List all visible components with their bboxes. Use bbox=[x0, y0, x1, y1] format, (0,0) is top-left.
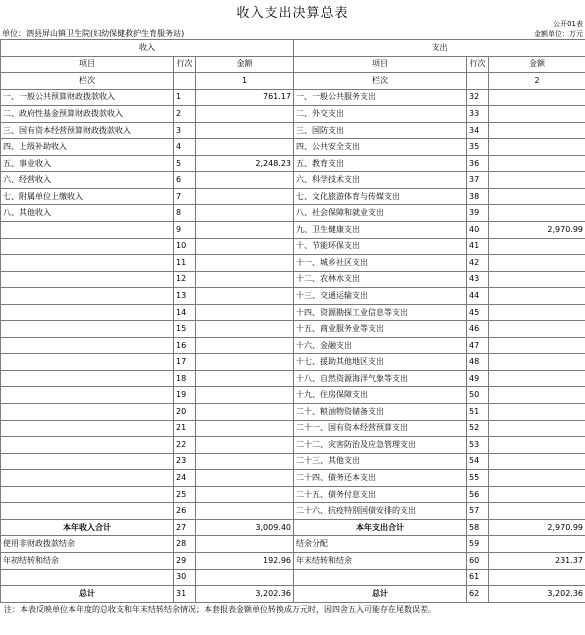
income-amount-cell bbox=[196, 271, 294, 288]
expense-row-no-cell: 34 bbox=[467, 122, 489, 139]
income-item-cell bbox=[1, 486, 174, 503]
expense-row-no-cell: 48 bbox=[467, 354, 489, 371]
income-item-cell bbox=[1, 238, 174, 255]
table-row bbox=[1, 255, 585, 272]
expense-item-cell bbox=[294, 569, 467, 586]
income-amount-cell bbox=[196, 453, 294, 470]
income-item-cell bbox=[1, 470, 174, 487]
income-row-no-cell: 2 bbox=[174, 106, 196, 123]
income-amount-cell bbox=[196, 337, 294, 354]
table-row bbox=[1, 387, 585, 404]
income-row-no-cell: 9 bbox=[174, 222, 196, 239]
expense-amount-cell bbox=[489, 238, 585, 255]
expense-item-cell: 年末结转和结余 bbox=[294, 552, 467, 569]
expense-amount-header: 金额 bbox=[489, 56, 585, 73]
income-amount-cell: 761.17 bbox=[196, 89, 294, 106]
income-amount-cell: 3,202.36 bbox=[196, 586, 294, 603]
table-row bbox=[1, 354, 585, 371]
form-number: 公开01表 bbox=[553, 20, 583, 28]
expense-amount-cell bbox=[489, 536, 585, 553]
income-item-cell: 使用非财政拨款结余 bbox=[1, 536, 174, 553]
expense-amount-cell bbox=[489, 503, 585, 520]
table-row bbox=[1, 89, 585, 106]
income-amount-cell bbox=[196, 370, 294, 387]
expense-amount-cell bbox=[489, 370, 585, 387]
income-row-no-cell: 15 bbox=[174, 321, 196, 338]
income-row-no-cell: 6 bbox=[174, 172, 196, 189]
income-amount-cell bbox=[196, 222, 294, 239]
expense-column-label: 栏次 bbox=[294, 73, 467, 90]
income-item-cell bbox=[1, 321, 174, 338]
expense-row-no-cell: 40 bbox=[467, 222, 489, 239]
amount-unit: 金额单位：万元 bbox=[534, 30, 583, 38]
expense-item-cell: 三、国防支出 bbox=[294, 122, 467, 139]
income-item-cell bbox=[1, 337, 174, 354]
expense-amount-cell bbox=[489, 255, 585, 272]
expense-item-cell: 十、节能环保支出 bbox=[294, 238, 467, 255]
expense-row-no-cell: 33 bbox=[467, 106, 489, 123]
income-item-cell: 本年收入合计 bbox=[1, 519, 174, 536]
table-row bbox=[1, 304, 585, 321]
column-header-row bbox=[1, 56, 585, 73]
income-item-cell: 六、经营收入 bbox=[1, 172, 174, 189]
income-item-cell bbox=[1, 404, 174, 421]
expense-row-no-cell: 42 bbox=[467, 255, 489, 272]
expense-item-cell: 六、科学技术支出 bbox=[294, 172, 467, 189]
income-row-no-cell: 21 bbox=[174, 420, 196, 437]
expense-amount-cell bbox=[489, 89, 585, 106]
table-row bbox=[1, 271, 585, 288]
income-row-no-cell: 12 bbox=[174, 271, 196, 288]
table-row bbox=[1, 172, 585, 189]
income-amount-cell: 2,248.23 bbox=[196, 155, 294, 172]
income-amount-cell bbox=[196, 205, 294, 222]
expense-amount-cell bbox=[489, 155, 585, 172]
expense-amount-cell bbox=[489, 420, 585, 437]
income-item-cell bbox=[1, 453, 174, 470]
income-row-no-cell: 4 bbox=[174, 139, 196, 156]
income-amount-cell bbox=[196, 288, 294, 305]
expense-row-no-cell: 41 bbox=[467, 238, 489, 255]
expense-item-cell: 八、社会保障和就业支出 bbox=[294, 205, 467, 222]
total-row bbox=[1, 519, 585, 536]
expense-item-header: 项目 bbox=[294, 56, 467, 73]
expense-amount-cell bbox=[489, 321, 585, 338]
income-amount-cell bbox=[196, 122, 294, 139]
expense-row-no-cell: 53 bbox=[467, 437, 489, 454]
income-item-cell bbox=[1, 437, 174, 454]
income-item-cell bbox=[1, 222, 174, 239]
expense-row-no-cell: 47 bbox=[467, 337, 489, 354]
table-row bbox=[1, 437, 585, 454]
income-amount-cell bbox=[196, 172, 294, 189]
expense-row-no-cell: 44 bbox=[467, 288, 489, 305]
expense-row-no-cell: 43 bbox=[467, 271, 489, 288]
table-row bbox=[1, 453, 585, 470]
table-row bbox=[1, 205, 585, 222]
income-item-cell: 八、其他收入 bbox=[1, 205, 174, 222]
expense-row-no-cell: 36 bbox=[467, 155, 489, 172]
income-row-no-cell: 23 bbox=[174, 453, 196, 470]
income-row-no-cell: 5 bbox=[174, 155, 196, 172]
income-row-no-cell: 26 bbox=[174, 503, 196, 520]
income-row-no-cell: 22 bbox=[174, 437, 196, 454]
income-amount-cell bbox=[196, 188, 294, 205]
expense-amount-cell bbox=[489, 271, 585, 288]
expense-item-cell: 二十三、其他支出 bbox=[294, 453, 467, 470]
table-body bbox=[1, 40, 585, 603]
expense-item-cell: 二十四、债务还本支出 bbox=[294, 470, 467, 487]
income-item-cell bbox=[1, 569, 174, 586]
expense-item-cell: 二十、粮油物资储备支出 bbox=[294, 404, 467, 421]
expense-column-number: 2 bbox=[489, 73, 585, 90]
income-row-no-cell: 8 bbox=[174, 205, 196, 222]
income-item-cell: 年初结转和结余 bbox=[1, 552, 174, 569]
total-row bbox=[1, 586, 585, 603]
income-amount-cell bbox=[196, 255, 294, 272]
income-row-no-cell: 1 bbox=[174, 89, 196, 106]
income-item-header: 项目 bbox=[1, 56, 174, 73]
expense-row-no-cell: 52 bbox=[467, 420, 489, 437]
empty-cell bbox=[467, 73, 489, 90]
table-row bbox=[1, 288, 585, 305]
table-row bbox=[1, 106, 585, 123]
expense-amount-cell bbox=[489, 172, 585, 189]
expense-row-no-cell: 32 bbox=[467, 89, 489, 106]
expense-amount-cell bbox=[489, 106, 585, 123]
expense-item-cell: 二十六、抗疫特别国债安排的支出 bbox=[294, 503, 467, 520]
income-amount-cell bbox=[196, 437, 294, 454]
expense-item-cell: 五、教育支出 bbox=[294, 155, 467, 172]
income-row-no-cell: 31 bbox=[174, 586, 196, 603]
table-row bbox=[1, 321, 585, 338]
income-item-cell: 七、附属单位上缴收入 bbox=[1, 188, 174, 205]
expense-amount-cell bbox=[489, 387, 585, 404]
income-amount-cell bbox=[196, 420, 294, 437]
expense-row-no-cell: 46 bbox=[467, 321, 489, 338]
expense-amount-cell bbox=[489, 337, 585, 354]
income-row-no-cell: 30 bbox=[174, 569, 196, 586]
income-amount-cell bbox=[196, 321, 294, 338]
expense-row-no-cell: 49 bbox=[467, 370, 489, 387]
income-row-no-cell: 24 bbox=[174, 470, 196, 487]
income-amount-header: 金额 bbox=[196, 56, 294, 73]
income-row-no-cell: 20 bbox=[174, 404, 196, 421]
income-item-cell bbox=[1, 271, 174, 288]
expense-item-cell: 十八、自然资源海洋气象等支出 bbox=[294, 370, 467, 387]
income-row-no-cell: 29 bbox=[174, 552, 196, 569]
table-row bbox=[1, 238, 585, 255]
income-amount-cell bbox=[196, 304, 294, 321]
income-amount-cell bbox=[196, 139, 294, 156]
income-item-cell bbox=[1, 255, 174, 272]
income-amount-cell bbox=[196, 387, 294, 404]
income-row-no-cell: 18 bbox=[174, 370, 196, 387]
table-row bbox=[1, 188, 585, 205]
expense-section-header: 支出 bbox=[294, 40, 585, 57]
section-header-row bbox=[1, 40, 585, 57]
income-item-cell bbox=[1, 420, 174, 437]
income-amount-cell bbox=[196, 470, 294, 487]
income-row-no-cell: 27 bbox=[174, 519, 196, 536]
expense-row-no-cell: 55 bbox=[467, 470, 489, 487]
column-label-row bbox=[1, 73, 585, 90]
expense-amount-cell: 3,202.36 bbox=[489, 586, 585, 603]
expense-item-cell: 一、一般公共服务支出 bbox=[294, 89, 467, 106]
income-row-no-cell: 14 bbox=[174, 304, 196, 321]
expense-row-no-cell: 35 bbox=[467, 139, 489, 156]
expense-item-cell: 结余分配 bbox=[294, 536, 467, 553]
footnote: 注：本表反映单位本年度的总收支和年末结转结余情况；本套报表金额单位转换成万元时，因四舍五入可能存在尾数误差。 bbox=[4, 605, 436, 614]
expense-amount-cell bbox=[489, 437, 585, 454]
income-amount-cell bbox=[196, 404, 294, 421]
income-row-no-cell: 7 bbox=[174, 188, 196, 205]
expense-amount-cell: 2,970.99 bbox=[489, 222, 585, 239]
income-item-cell: 一、一般公共预算财政拨款收入 bbox=[1, 89, 174, 106]
income-amount-cell bbox=[196, 354, 294, 371]
income-amount-cell bbox=[196, 486, 294, 503]
income-column-number: 1 bbox=[196, 73, 294, 90]
expense-amount-cell bbox=[489, 139, 585, 156]
expense-row-no-cell: 39 bbox=[467, 205, 489, 222]
expense-row-no-cell: 61 bbox=[467, 569, 489, 586]
expense-row-no-cell: 45 bbox=[467, 304, 489, 321]
table-row bbox=[1, 155, 585, 172]
expense-amount-cell: 231.37 bbox=[489, 552, 585, 569]
income-amount-cell bbox=[196, 503, 294, 520]
expense-row-no-cell: 60 bbox=[467, 552, 489, 569]
report-title: 收入支出决算总表 bbox=[236, 6, 349, 21]
expense-amount-cell bbox=[489, 470, 585, 487]
expense-amount-cell bbox=[489, 354, 585, 371]
expense-row-no-cell: 37 bbox=[467, 172, 489, 189]
expense-item-cell: 二、外交支出 bbox=[294, 106, 467, 123]
income-amount-cell bbox=[196, 536, 294, 553]
expense-amount-cell bbox=[489, 404, 585, 421]
table-row bbox=[1, 503, 585, 520]
income-row-no-cell: 19 bbox=[174, 387, 196, 404]
table-row bbox=[1, 370, 585, 387]
expense-item-cell: 二十二、灾害防治及应急管理支出 bbox=[294, 437, 467, 454]
income-item-cell: 二、政府性基金预算财政拨款收入 bbox=[1, 106, 174, 123]
income-item-cell bbox=[1, 354, 174, 371]
income-expense-table bbox=[0, 39, 585, 603]
income-row-no-cell: 17 bbox=[174, 354, 196, 371]
income-amount-cell: 3,009.40 bbox=[196, 519, 294, 536]
expense-item-cell: 总计 bbox=[294, 586, 467, 603]
income-amount-cell bbox=[196, 238, 294, 255]
income-row-no-cell: 10 bbox=[174, 238, 196, 255]
expense-row-no-cell: 50 bbox=[467, 387, 489, 404]
expense-item-cell: 二十一、国有资本经营预算支出 bbox=[294, 420, 467, 437]
expense-item-cell: 十二、农林水支出 bbox=[294, 271, 467, 288]
expense-amount-cell bbox=[489, 304, 585, 321]
expense-row-no-cell: 56 bbox=[467, 486, 489, 503]
expense-row-no-cell: 58 bbox=[467, 519, 489, 536]
table-row bbox=[1, 337, 585, 354]
expense-amount-cell: 2,970.99 bbox=[489, 519, 585, 536]
expense-row-no-cell: 57 bbox=[467, 503, 489, 520]
income-item-cell bbox=[1, 304, 174, 321]
income-amount-cell bbox=[196, 106, 294, 123]
income-item-cell bbox=[1, 370, 174, 387]
expense-amount-cell bbox=[489, 569, 585, 586]
expense-amount-cell bbox=[489, 453, 585, 470]
expense-item-cell: 十三、交通运输支出 bbox=[294, 288, 467, 305]
table-row bbox=[1, 222, 585, 239]
income-row-no-cell: 28 bbox=[174, 536, 196, 553]
expense-row-no-cell: 62 bbox=[467, 586, 489, 603]
expense-amount-cell bbox=[489, 205, 585, 222]
expense-item-cell: 十四、资源勘探工业信息等支出 bbox=[294, 304, 467, 321]
income-row-no-header: 行次 bbox=[174, 56, 196, 73]
expense-item-cell: 七、文化旅游体育与传媒支出 bbox=[294, 188, 467, 205]
income-amount-cell: 192.96 bbox=[196, 552, 294, 569]
income-section-header: 收入 bbox=[1, 40, 294, 57]
income-item-cell: 总计 bbox=[1, 586, 174, 603]
income-item-cell: 五、事业收入 bbox=[1, 155, 174, 172]
income-item-cell: 三、国有资本经营预算财政拨款收入 bbox=[1, 122, 174, 139]
expense-row-no-cell: 51 bbox=[467, 404, 489, 421]
table-row bbox=[1, 569, 585, 586]
expense-item-cell: 十七、援助其他地区支出 bbox=[294, 354, 467, 371]
income-item-cell bbox=[1, 503, 174, 520]
income-row-no-cell: 25 bbox=[174, 486, 196, 503]
expense-amount-cell bbox=[489, 486, 585, 503]
expense-row-no-cell: 38 bbox=[467, 188, 489, 205]
expense-item-cell: 十六、金融支出 bbox=[294, 337, 467, 354]
expense-item-cell: 十五、商业服务业等支出 bbox=[294, 321, 467, 338]
table-row bbox=[1, 536, 585, 553]
expense-row-no-header: 行次 bbox=[467, 56, 489, 73]
income-row-no-cell: 13 bbox=[174, 288, 196, 305]
income-item-cell: 四、上级补助收入 bbox=[1, 139, 174, 156]
expense-item-cell: 本年支出合计 bbox=[294, 519, 467, 536]
expense-item-cell: 十九、住房保障支出 bbox=[294, 387, 467, 404]
income-row-no-cell: 16 bbox=[174, 337, 196, 354]
expense-item-cell: 十一、城乡社区支出 bbox=[294, 255, 467, 272]
income-item-cell bbox=[1, 387, 174, 404]
table-row bbox=[1, 552, 585, 569]
expense-item-cell: 九、卫生健康支出 bbox=[294, 222, 467, 239]
table-row bbox=[1, 420, 585, 437]
income-amount-cell bbox=[196, 569, 294, 586]
table-row bbox=[1, 470, 585, 487]
expense-amount-cell bbox=[489, 288, 585, 305]
empty-cell bbox=[174, 73, 196, 90]
expense-row-no-cell: 54 bbox=[467, 453, 489, 470]
table-row bbox=[1, 122, 585, 139]
expense-item-cell: 四、公共安全支出 bbox=[294, 139, 467, 156]
unit-label: 单位：泗县屏山镇卫生院(妇幼保健救护生育服务站) bbox=[2, 29, 185, 38]
income-column-label: 栏次 bbox=[1, 73, 174, 90]
expense-amount-cell bbox=[489, 122, 585, 139]
income-row-no-cell: 11 bbox=[174, 255, 196, 272]
expense-item-cell: 二十五、债务付息支出 bbox=[294, 486, 467, 503]
income-row-no-cell: 3 bbox=[174, 122, 196, 139]
table-row bbox=[1, 404, 585, 421]
income-item-cell bbox=[1, 288, 174, 305]
expense-row-no-cell: 59 bbox=[467, 536, 489, 553]
table-row bbox=[1, 139, 585, 156]
expense-amount-cell bbox=[489, 188, 585, 205]
table-row bbox=[1, 486, 585, 503]
